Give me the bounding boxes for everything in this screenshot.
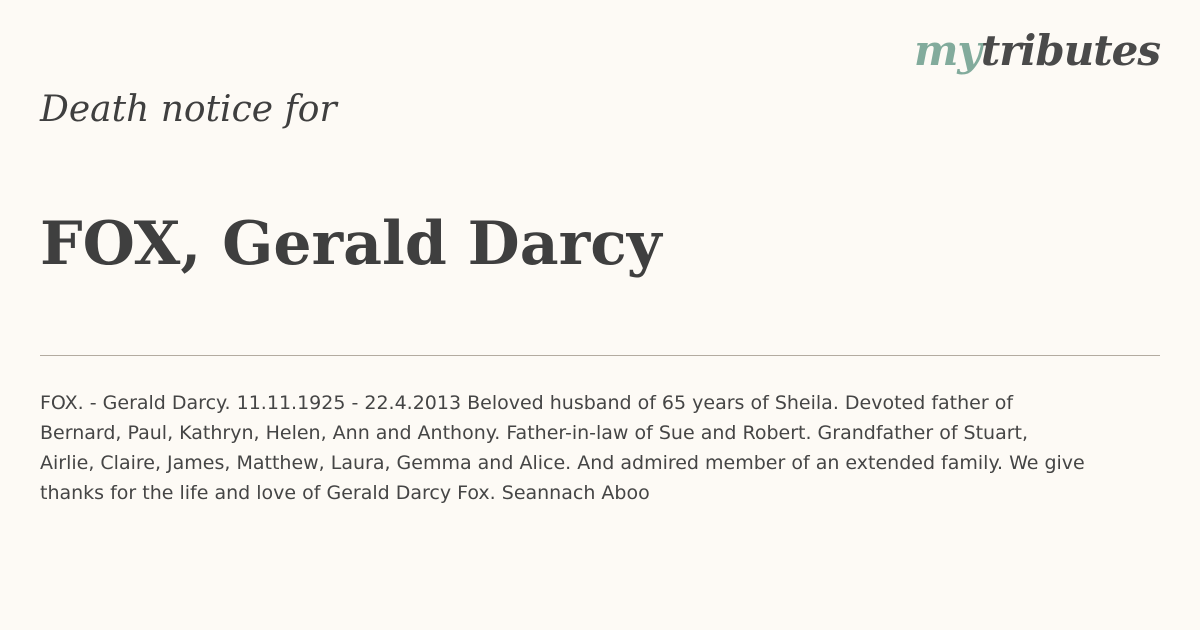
notice-body-line: Airlie, Claire, James, Matthew, Laura, Gemma and Alice. And admired member of an extended family. We give bbox=[40, 452, 1085, 474]
logo-tributes-text: tributes bbox=[980, 26, 1160, 75]
notice-body-line: thanks for the life and love of Gerald Darcy Fox. Seannach Aboo bbox=[40, 482, 650, 504]
deceased-name: FOX, Gerald Darcy bbox=[40, 209, 662, 279]
notice-subtitle: Death notice for bbox=[40, 89, 337, 130]
logo-my-text: my bbox=[913, 26, 981, 75]
divider bbox=[40, 355, 1160, 356]
notice-body-line: FOX. - Gerald Darcy. 11.11.1925 - 22.4.2013 Beloved husband of 65 years of Sheila. Devoted father of bbox=[40, 392, 1014, 414]
notice-body bbox=[40, 388, 1160, 508]
mytributes-logo[interactable] bbox=[913, 26, 1160, 75]
notice-body-line: Bernard, Paul, Kathryn, Helen, Ann and Anthony. Father-in-law of Sue and Robert. Grandfather of Stuart, bbox=[40, 422, 1029, 444]
